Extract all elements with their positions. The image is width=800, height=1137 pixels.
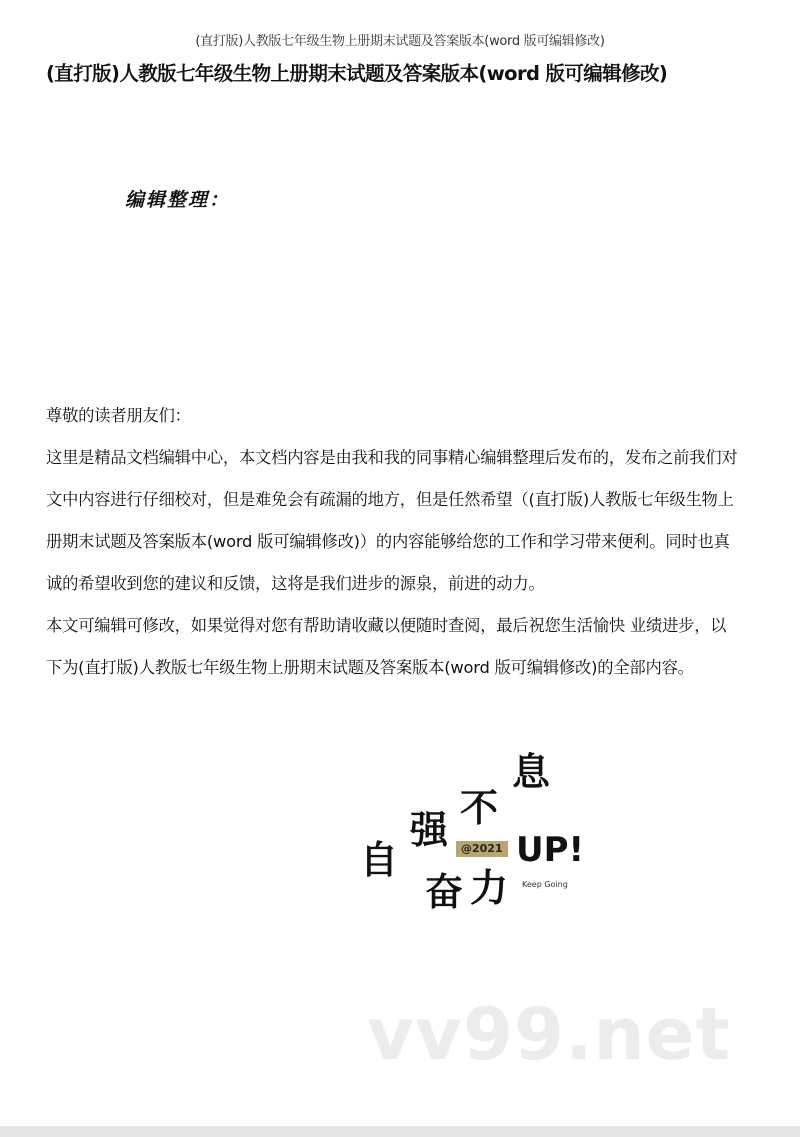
- motto-char: 力: [470, 865, 509, 910]
- editor-label: 编辑整理：: [125, 189, 231, 211]
- body-line: 诚的希望收到您的建议和反馈，这将是我们进步的源泉，前进的动力。: [46, 574, 545, 593]
- motto-char: 自: [360, 837, 399, 882]
- motto-char: 息: [512, 749, 551, 794]
- motto-char: 不: [460, 785, 499, 830]
- motto-up: UP!: [516, 830, 585, 870]
- watermark: vv99.net: [367, 992, 731, 1076]
- motto-tagline: Keep Going: [522, 880, 568, 889]
- page-bottom-edge: [0, 1126, 800, 1137]
- body-line: 册期末试题及答案版本(word 版可编辑修改)）的内容能够给您的工作和学习带来便利。同时也真: [46, 532, 730, 551]
- running-header: (直打版)人教版七年级生物上册期末试题及答案版本(word 版可编辑修改): [195, 34, 605, 49]
- body-line: 本文可编辑可修改，如果觉得对您有帮助请收藏以便随时查阅，最后祝您生活愉快 业绩进步，以: [46, 616, 727, 635]
- motto-char: 强: [410, 807, 449, 852]
- body-line: 文中内容进行仔细校对，但是难免会有疏漏的地方，但是任然希望（(直打版)人教版七年级生物上: [46, 490, 734, 509]
- document-title: (直打版)人教版七年级生物上册期末试题及答案版本(word 版可编辑修改): [46, 62, 668, 85]
- body-line: 这里是精品文档编辑中心，本文档内容是由我和我的同事精心编辑整理后发布的，发布之前我们对: [46, 448, 738, 467]
- year-badge: @2021: [456, 841, 508, 857]
- body-line: 下为(直打版)人教版七年级生物上册期末试题及答案版本(word 版可编辑修改)的全部内容。: [46, 658, 694, 677]
- body-text: [46, 404, 766, 698]
- body-line: 尊敬的读者朋友们：: [46, 406, 191, 425]
- motto-char: 奋: [425, 869, 464, 914]
